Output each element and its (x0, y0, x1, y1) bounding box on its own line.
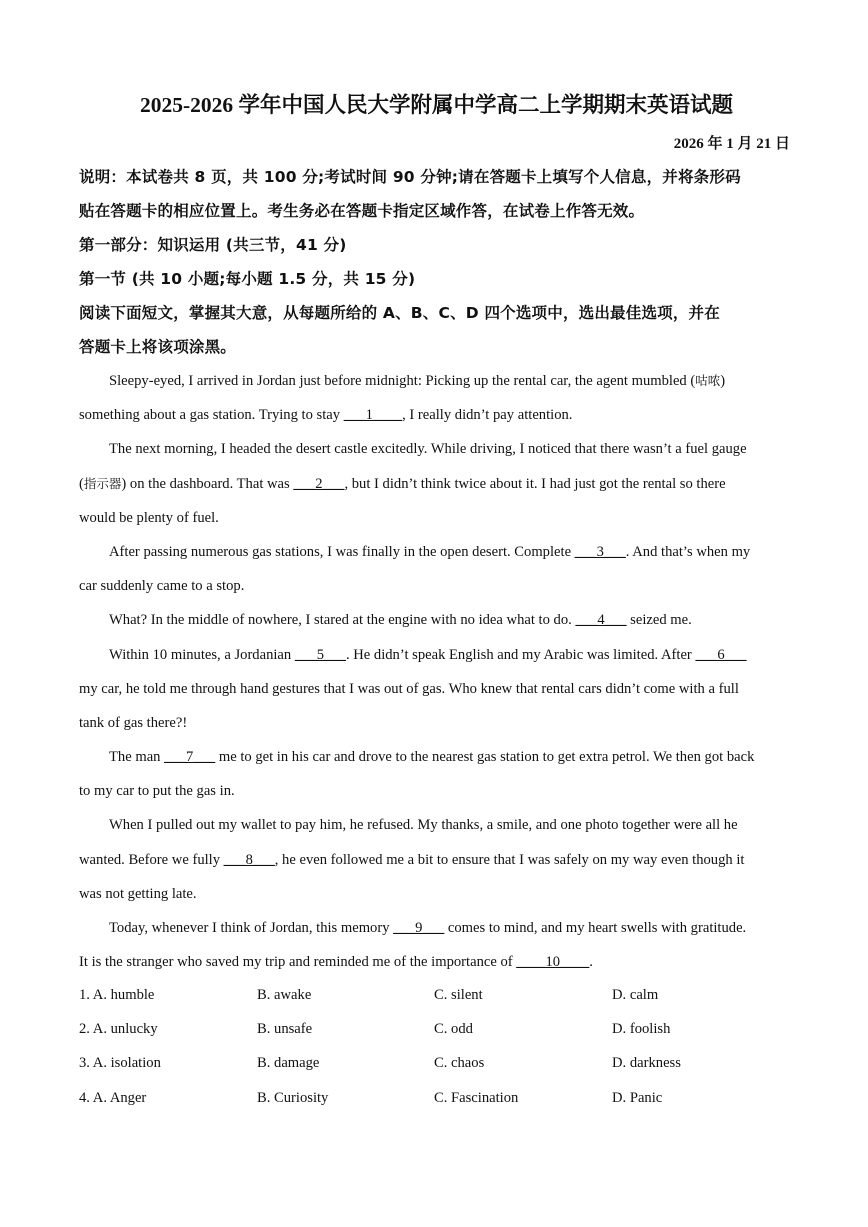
passage-text: , but I didn’t think twice about it. I had just got the rental so there (344, 475, 726, 492)
passage-text: ( (79, 475, 84, 492)
paragraph (79, 364, 789, 398)
option-d: D. Panic (612, 1089, 663, 1106)
paragraph (79, 535, 789, 569)
option-c: C. Fascination (434, 1089, 519, 1106)
passage-line (79, 740, 789, 774)
passage-line: my car, he told me through hand gestures that I was out of gas. Who knew that rental cars didn’t come with a full (79, 680, 739, 697)
passage-line (79, 638, 789, 672)
blank-1: ___1____ (343, 407, 403, 424)
blank-6: ___6___ (695, 646, 747, 663)
paragraph (79, 808, 789, 842)
option-d: D. foolish (612, 1021, 671, 1038)
passage-text: wanted. Before we fully (79, 851, 224, 868)
passage-text: comes to mind, and my heart swells with gratitude. (444, 920, 747, 936)
part-heading: 第一部分：知识运用 (共三节，41 分) (79, 236, 347, 254)
passage-line: The next morning, I headed the desert castle excitedly. While driving, I noticed that there wasn’t a fuel gauge (109, 441, 747, 458)
passage-text: something about a gas station. Trying to stay (79, 407, 344, 424)
blank-2: ___2___ (293, 475, 345, 492)
blank-5: ___5___ (294, 646, 346, 663)
paragraph (79, 638, 789, 672)
passage-text: The man (109, 749, 165, 766)
blank-7: ___7___ (164, 749, 216, 766)
question-options-4 (79, 1081, 789, 1115)
passage-text: Sleepy-eyed, I arrived in Jordan just before midnight: Picking up the rental car, the agent mumbled ( (109, 373, 696, 389)
passage-text: , I really didn’t pay attention. (402, 407, 573, 424)
blank-9: ___9___ (393, 920, 445, 936)
paragraph (79, 740, 789, 774)
passage-text: seized me. (626, 612, 692, 629)
option-c: C. chaos (434, 1055, 485, 1072)
note-line: 说明：本试卷共 8 页，共 100 分;考试时间 90 分钟;请在答题卡上填写个人信息，并将条形码 (79, 168, 741, 186)
option-b: B. damage (257, 1055, 320, 1072)
question-options-1 (79, 978, 789, 1012)
option-a: 1. A. humble (79, 987, 155, 1003)
passage-line: would be plenty of fuel. (79, 509, 219, 526)
option-d: D. darkness (612, 1055, 681, 1072)
paragraph (79, 603, 789, 637)
option-b: B. awake (257, 987, 312, 1003)
directions-line: 阅读下面短文，掌握其大意，从每题所给的 A、B、C、D 四个选项中，选出最佳选项，并在 (79, 304, 720, 322)
question-options-3 (79, 1046, 789, 1080)
passage-line (79, 911, 789, 945)
passage-text: Within 10 minutes, a Jordanian (109, 646, 295, 663)
blank-4: ___4___ (575, 612, 627, 629)
passage-text: It is the stranger who saved my trip and reminded me of the importance of (79, 954, 517, 971)
passage-line (79, 364, 789, 398)
passage-text: ) (720, 373, 726, 389)
option-b: B. Curiosity (257, 1089, 329, 1106)
passage-text: , he even followed me a bit to ensure that I was safely on my way even though it (274, 851, 745, 868)
option-a: 4. A. Anger (79, 1089, 147, 1106)
option-b: B. unsafe (257, 1021, 313, 1038)
passage-line (79, 398, 789, 432)
exam-title: 2025-2026 学年中国人民大学附属中学高二上学期期末英语试题 (140, 93, 734, 117)
passage-text: . And that’s when my (625, 543, 751, 560)
question-options-2 (79, 1012, 789, 1046)
cloze-passage (79, 364, 789, 979)
passage-text: . (589, 954, 593, 971)
passage-text: What? In the middle of nowhere, I stared at the engine with no idea what to do. (109, 612, 576, 629)
passage-line (79, 945, 789, 979)
passage-line: was not getting late. (79, 885, 197, 902)
blank-8: ___8___ (223, 851, 275, 868)
section-heading: 第一节 (共 10 小题;每小题 1.5 分，共 15 分) (79, 270, 416, 288)
directions (79, 296, 795, 365)
option-c: C. odd (434, 1021, 473, 1038)
passage-text: Today, whenever I think of Jordan, this memory (109, 920, 394, 936)
exam-note (79, 160, 795, 229)
passage-line (79, 603, 789, 637)
option-d: D. calm (612, 987, 659, 1003)
chinese-gloss: 指示器 (83, 475, 122, 491)
passage-line: When I pulled out my wallet to pay him, he refused. My thanks, a smile, and one photo together were all he (109, 817, 738, 834)
passage-line (79, 535, 789, 569)
chinese-gloss: 咕哝 (695, 373, 721, 388)
passage-line (79, 843, 789, 877)
passage-text: me to get in his car and drove to the nearest gas station to get extra petrol. We then got back (215, 749, 755, 766)
paragraph (79, 432, 789, 466)
option-a: 2. A. unlucky (79, 1021, 158, 1038)
passage-text: . He didn’t speak English and my Arabic was limited. After (345, 646, 696, 663)
passage-line: to my car to put the gas in. (79, 783, 235, 800)
blank-10: ____10____ (516, 954, 590, 971)
passage-text: After passing numerous gas stations, I was finally in the open desert. Complete (109, 543, 575, 560)
passage-line: tank of gas there?! (79, 714, 188, 731)
passage-line (79, 467, 789, 501)
option-a: 3. A. isolation (79, 1055, 161, 1072)
exam-date: 2026 年 1 月 21 日 (673, 136, 790, 152)
passage-text: ) on the dashboard. That was (121, 475, 294, 492)
note-line: 贴在答题卡的相应位置上。考生务必在答题卡指定区域作答，在试卷上作答无效。 (79, 202, 645, 221)
directions-line: 答题卡上将该项涂黑。 (79, 338, 237, 357)
blank-3: ___3___ (574, 543, 626, 560)
paragraph (79, 911, 789, 945)
answer-options (79, 978, 789, 1115)
passage-line: car suddenly came to a stop. (79, 578, 245, 595)
option-c: C. silent (434, 987, 483, 1003)
